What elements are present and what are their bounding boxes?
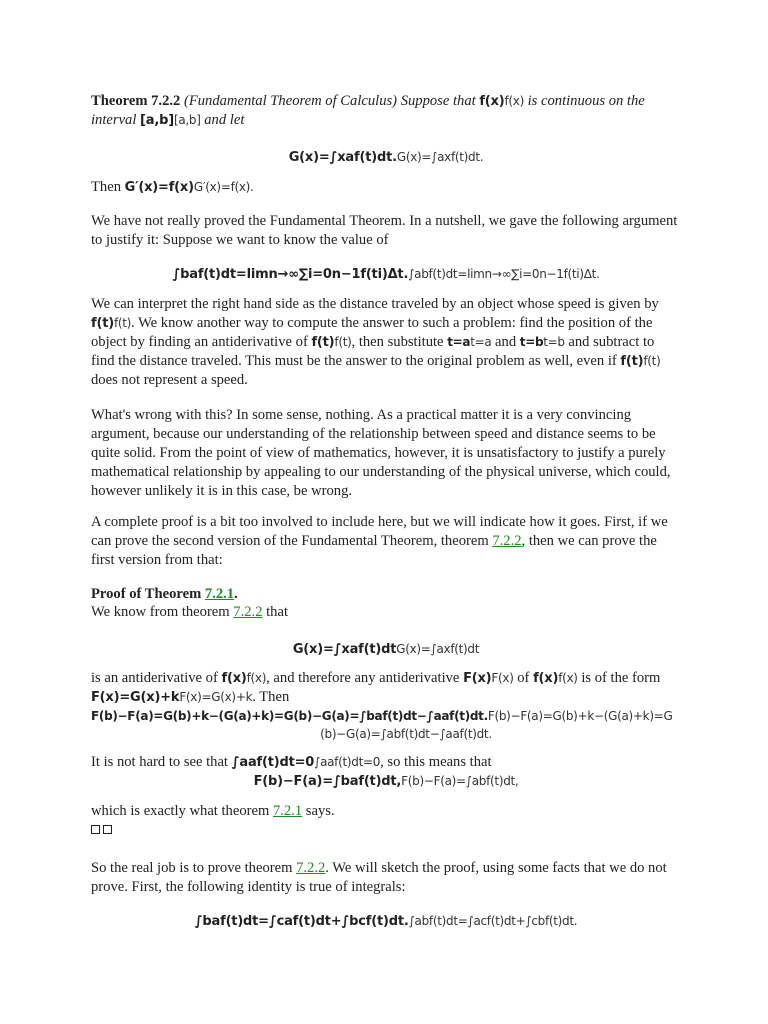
math-ft-alt: f(t): [643, 354, 661, 368]
text: Then: [91, 179, 125, 195]
text: , then we can prove the first version from that:: [91, 533, 657, 568]
text: .: [234, 586, 238, 602]
math-derivative-alt: G′(x)=f(x).: [193, 180, 254, 194]
math-ft-alt: f(t): [113, 316, 132, 330]
equation-alt: F(b)−F(a)=∫abf(t)dt,: [401, 774, 519, 788]
text: is of the form: [577, 670, 661, 686]
equation-alt: G(x)=∫axf(t)dt.: [396, 150, 484, 164]
proof-heading-text: Proof of Theorem: [91, 586, 205, 602]
math-t-b: t=b: [519, 335, 544, 349]
theorem-link[interactable]: 7.2.1: [272, 803, 303, 819]
paragraph-4: [91, 513, 681, 570]
text: . We know another way to compute the answer to such a problem: find the position of the object by finding an antiderivative of: [91, 315, 653, 350]
math-ft: f(t): [311, 335, 335, 350]
equation-alt: G(x)=∫axf(t)dt: [396, 642, 480, 656]
text: , so this means that: [380, 754, 492, 770]
equation-bold: ∫baf(t)dt=∫caf(t)dt+∫bcf(t)dt.: [194, 914, 409, 929]
theorem-text: Suppose that: [397, 93, 480, 109]
equation-alt: F(b)−F(a)=G(b)+k−(G(a)+k)=G: [487, 709, 673, 723]
paragraph-5: [91, 669, 681, 707]
proof-heading: [91, 585, 681, 604]
math-zero-integral: ∫aaf(t)dt=0: [231, 755, 315, 770]
then-line: [91, 178, 681, 197]
theorem-link[interactable]: 7.2.2: [233, 604, 263, 620]
equation-1: [91, 148, 681, 167]
equation-alt: ∫abf(t)dt=limn→∞∑i=0n−1f(ti)Δt.: [408, 267, 600, 281]
math-form-alt: F(x)=G(x)+k: [179, 690, 253, 704]
equation-3: [91, 640, 681, 659]
theorem-label: Theorem 7.2.2: [91, 93, 181, 109]
math-Fx: F(x): [463, 671, 492, 686]
math-t-a-alt: t=a: [470, 335, 492, 349]
equation-bold: F(b)−F(a)=∫baf(t)dt,: [253, 774, 402, 789]
text: does not represent a speed.: [91, 372, 248, 388]
text: . Then: [252, 689, 290, 705]
math-derivative: G′(x)=f(x): [124, 180, 194, 195]
math-fx-alt: f(x): [558, 671, 578, 685]
equation-5: [91, 772, 681, 791]
proof-line: [91, 603, 681, 622]
theorem-text: is continuous on the interval: [91, 93, 645, 128]
paragraph-6: [91, 753, 681, 772]
math-fx: f(x): [221, 671, 247, 686]
math-zero-integral-alt: ∫aaf(t)dt=0: [314, 755, 381, 769]
text: , then substitute: [351, 334, 448, 350]
math-t-a: t=a: [447, 335, 471, 349]
text: which is exactly what theorem: [91, 803, 273, 819]
equation-bold: ∫baf(t)dt=limn→∞∑i=0n−1f(ti)Δt.: [172, 267, 409, 282]
text: , and therefore any antiderivative: [266, 670, 464, 686]
text: We can interpret the right hand side as the distance traveled by an object whose speed is given by: [91, 296, 659, 312]
math-ft: f(t): [620, 354, 644, 369]
math-form: F(x)=G(x)+k: [91, 690, 180, 705]
math-ft: f(t): [91, 316, 114, 331]
text: that: [262, 604, 289, 620]
math-fx-alt: f(x): [504, 94, 524, 108]
theorem-link[interactable]: 7.2.2: [492, 533, 522, 549]
theorem-statement: [91, 92, 681, 130]
text: and subtract to find the distance traveled. This must be the answer to the original problem as well, even if: [91, 334, 655, 369]
text: We know from theorem: [91, 604, 234, 620]
equation-alt: ∫abf(t)dt=∫acf(t)dt+∫cbf(t)dt.: [408, 914, 578, 928]
math-t-b-alt: t=b: [543, 335, 565, 349]
equation-6: [91, 912, 681, 931]
equation-4: [91, 707, 681, 743]
equation-bold: G(x)=∫xaf(t)dt: [292, 642, 397, 657]
equation-alt: (b)−G(a)=∫abf(t)dt−∫aaf(t)dt.: [320, 727, 492, 741]
text: . We will sketch the proof, using some facts that we do not prove. First, the following identity is true of integrals:: [91, 860, 667, 895]
text: and: [491, 334, 520, 350]
equation-bold: G(x)=∫xaf(t)dt.: [288, 150, 397, 165]
qed-square-icon: [91, 825, 100, 834]
text: It is not hard to see that: [91, 754, 232, 770]
paragraph-3: What's wrong with this? In some sense, nothing. As a practical matter it is a very convincing argument, because our understanding of the relationship between speed and distance seems to be quite solid. From the point of view of mathematics, however, it is unsatisfactory to justify a purely mathematical relationship by appealing to our understanding of the physical universe, which could, however unlikely it is in this case, be wrong.: [91, 407, 671, 499]
text: says.: [302, 803, 335, 819]
theorem-link[interactable]: 7.2.2: [296, 860, 326, 876]
theorem-text: and let: [200, 112, 245, 128]
text: is an antiderivative of: [91, 670, 222, 686]
equation-2: [91, 265, 681, 284]
qed-symbol: [91, 822, 681, 841]
paragraph-1: We have not really proved the Fundamental Theorem. In a nutshell, we gave the following argument to justify it: Suppose we want to know the value of: [91, 213, 678, 248]
paragraph-7: [91, 802, 681, 821]
text: A complete proof is a bit too involved to include here, but we will indicate how it goes. First, if we can prove the second version of the Fundamental Theorem, theorem: [91, 514, 668, 549]
paragraph-2: [91, 295, 681, 390]
math-fx: f(x): [479, 94, 505, 109]
math-Fx-alt: F(x): [491, 671, 514, 685]
math-ft-alt: f(t): [334, 335, 352, 349]
math-interval: [a,b]: [140, 113, 174, 128]
math-interval-alt: [a,b]: [173, 113, 201, 127]
equation-bold: F(b)−F(a)=G(b)+k−(G(a)+k)=G(b)−G(a)=∫baf(t)dt−∫aaf(t)dt.: [91, 709, 488, 723]
qed-square-icon: [103, 825, 112, 834]
math-fx-alt: f(x): [246, 671, 267, 685]
text: of: [513, 670, 534, 686]
theorem-name: (Fundamental Theorem of Calculus): [183, 93, 398, 109]
theorem-link[interactable]: 7.2.1: [204, 586, 235, 602]
math-fx: f(x): [533, 671, 559, 686]
text: So the real job is to prove theorem: [91, 860, 297, 876]
paragraph-8: [91, 859, 681, 897]
